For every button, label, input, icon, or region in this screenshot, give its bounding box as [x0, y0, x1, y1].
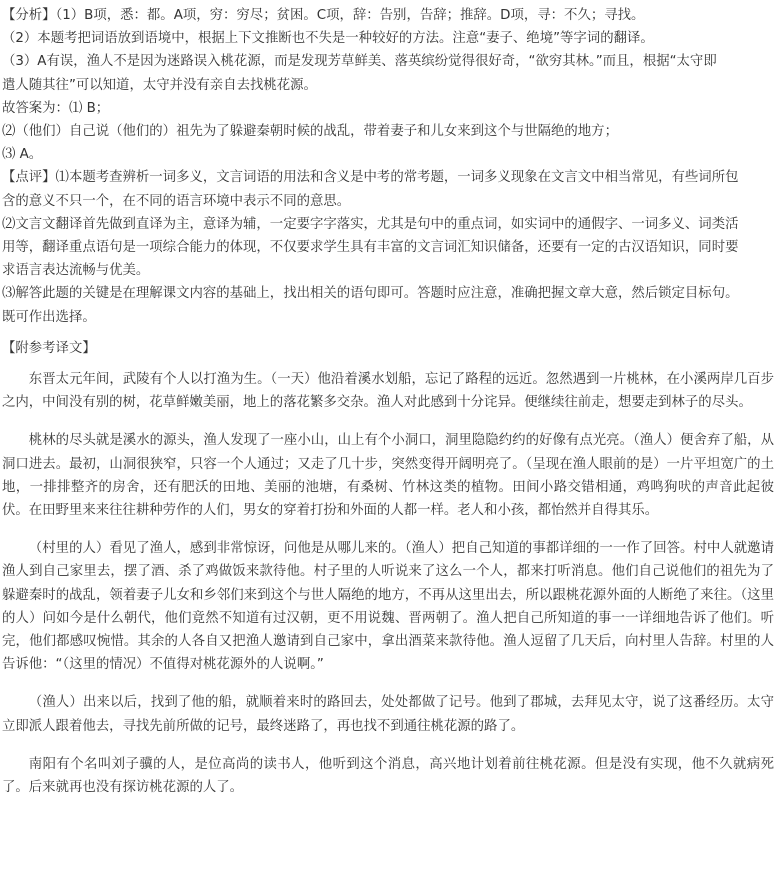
analysis-line-3: （3）A有误，渔人不是因为迷路误入桃花源，而是发现芳草鲜美、落英缤纷觉得很好奇，“欲穷其林。”而且，根据“太守即 — [2, 54, 717, 70]
comment-line-6: ⑶解答此题的关键是在理解课文内容的基础上，找出相关的语句即可。答题时应注意，准确把握文章大意，然后锁定目标句。 — [2, 286, 739, 302]
spacer — [2, 414, 774, 429]
spacer — [2, 738, 774, 753]
spacer — [2, 522, 774, 537]
comment-line-5: 求语言表达流畅与优美。 — [2, 263, 150, 279]
spacer — [2, 676, 774, 691]
comment-line-1: 【点评】⑴本题考查辨析一词多义，文言词语的用法和含义是中考的常考题，一词多义现象在文言文中相当常见，有些词所包 — [2, 170, 739, 186]
spacer — [2, 360, 774, 368]
translation-paragraph-5: 南阳有个名叫刘子骥的人，是位高尚的读书人，他听到这个消息，高兴地计划着前往桃花源。但是没有实现，他不久就病死了。后来就再也没有探访桃花源的人了。 — [2, 756, 774, 796]
analysis-line-2: （2）本题考把词语放到语境中，根据上下文推断也不失是一种较好的方法。注意“妻子、绝境”等字词的翻译。 — [2, 31, 654, 47]
answer-3: ⑶ A。 — [2, 147, 43, 163]
comment-line-2: 含的意义不只一个，在不同的语言环境中表示不同的意思。 — [2, 193, 351, 209]
translation-paragraph-2: 桃林的尽头就是溪水的源头，渔人发现了一座小山，山上有个小洞口，洞里隐隐约约的好像有点光亮。（渔人）便舍弃了船，从洞口进去。最初，山洞很狭窄，只容一个人通过；又走了几十步，突然变得开阔明亮了。（呈现在渔人眼前的是）一片平坦宽广的土地，一排排整齐的房舍，还有肥沃的田地、美丽的池塘，有桑树、竹林这类的植物。田间小路交错相通，鸡鸣狗吠的声音此起彼伏。在田野里来来往往耕种劳作的人们，男女的穿着打扮和外面的人都一样。老人和小孩，都怡然并自得其乐。 — [2, 433, 774, 519]
comment-line-7: 既可作出选择。 — [2, 309, 96, 325]
spacer — [2, 329, 774, 337]
translation-paragraph-1: 东晋太元年间，武陵有个人以打渔为生。（一天）他沿着溪水划船，忘记了路程的远近。忽然遇到一片桃林，在小溪两岸几百步之内，中间没有别的树，花草鲜嫩美丽，地上的落花繁多交杂。渔人对此感到十分诧异。便继续往前走，想要走到林子的尽头。 — [2, 372, 774, 411]
translation-paragraph-4: （渔人）出来以后，找到了他的船，就顺着来时的路回去，处处都做了记号。他到了郡城，去拜见太守，说了这番经历。太守立即派人跟着他去，寻找先前所做的记号，最终迷路了，再也找不到通往桃花源的路了。 — [2, 695, 774, 734]
analysis-line-1: 【分析】（1）B项，悉：都。A项，穷：穷尽；贫困。C项，辞：告别，告辞；推辞。D项，寻：不久；寻找。 — [2, 8, 645, 23]
answer-2: ⑵（他们）自己说（他们的）祖先为了躲避秦朝时候的战乱，带着妻子和儿女来到这个与世隔绝的地方； — [2, 124, 618, 140]
translation-paragraph-3: （村里的人）看见了渔人，感到非常惊讶，问他是从哪儿来的。（渔人）把自己知道的事都详细的一一作了回答。村中人就邀请渔人到自己家里去，摆了酒、杀了鸡做饭来款待他。村子里的人听说来了这么一个人，都来打听消息。他们自己说他们的祖先为了躲避秦时的战乱，领着妻子儿女和乡邻们来到这个与世人隔绝的地方，不再从这里出去，所以跟桃花源外面的人断绝了来往。（这里的人）问如今是什么朝代，他们竟然不知道有过汉朝，更不用说魏、晋两朝了。渔人把自己所知道的事一一详细地告诉了他们。听完，他们都感叹惋惜。其余的人各自又把渔人邀请到自己家中，拿出酒菜来款待他。渔人逗留了几天后，向村里人告辞。村里的人告诉他：“（这里的情况）不值得对桃花源外的人说啊。” — [2, 541, 774, 673]
comment-line-4: 用等，翻译重点语句是一项综合能力的体现，不仅要求学生具有丰富的文言词汇知识储备，还要有一定的古汉语知识，同时要 — [2, 240, 739, 256]
answer-intro: 故答案为：⑴ B； — [2, 100, 110, 116]
analysis-line-4: 遣人随其往”可以知道，太守并没有亲自去找桃花源。 — [2, 77, 317, 93]
translation-heading: 【附参考译文】 — [2, 340, 96, 356]
comment-line-3: ⑵文言文翻译首先做到直译为主，意译为辅，一定要字字落实，尤其是句中的重点词，如实词中的通假字、一词多义、词类活 — [2, 216, 739, 232]
